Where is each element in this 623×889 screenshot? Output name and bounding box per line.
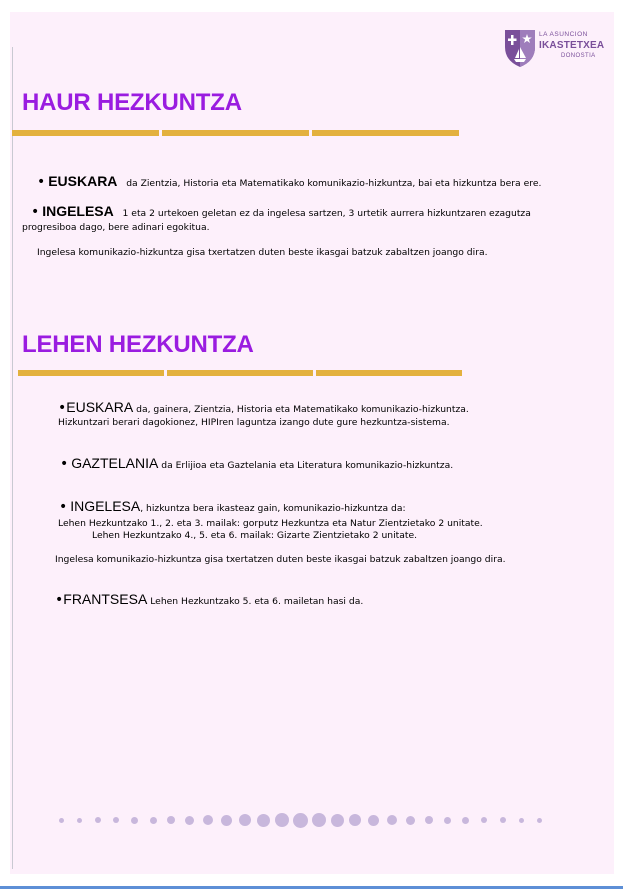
page-background xyxy=(10,12,614,874)
bullet-icon: • xyxy=(59,499,68,515)
decorative-dot xyxy=(406,816,415,825)
haur-euskara-text: da Zientzia, Historia eta Matematikako komunikazio-hizkuntza, bai eta hizkuntza bera ere. xyxy=(126,178,542,189)
shield-cross-star-sailboat-icon xyxy=(503,27,537,69)
haur-euskara-label: EUSKARA xyxy=(48,173,118,189)
logo-line-2: IKASTETXEA xyxy=(539,39,605,51)
decorative-dot xyxy=(462,817,469,824)
left-margin-rule xyxy=(12,47,13,869)
logo-line-3: DONOSTIA xyxy=(561,52,596,59)
decorative-dot xyxy=(537,818,542,823)
decorative-dot xyxy=(387,815,397,825)
lehen-gaztelania-item xyxy=(60,457,453,472)
decorative-dot xyxy=(239,814,251,826)
decorative-dot xyxy=(368,815,379,826)
lehen-ingelesa-label: INGELESA xyxy=(70,498,141,514)
decorative-dot xyxy=(203,815,213,825)
decorative-dot xyxy=(95,817,101,823)
haur-ingelesa-item xyxy=(31,205,531,220)
lehen-euskara-label: EUSKARA xyxy=(66,399,134,415)
decorative-dot xyxy=(519,818,524,823)
decorative-dot xyxy=(185,816,194,825)
bullet-icon: • xyxy=(55,592,64,608)
lehen-gaztelania-text: da Erlijioa eta Gaztelania eta Literatura komunikazio-hizkuntza. xyxy=(161,460,454,471)
haur-ingelesa-label: INGELESA xyxy=(42,203,114,219)
decorative-dot xyxy=(500,817,506,823)
lehen-frantsesa-item xyxy=(55,593,363,608)
decorative-dot xyxy=(167,816,175,824)
bullet-icon: • xyxy=(58,400,67,416)
decorative-dot xyxy=(131,817,138,824)
lehen-ingelesa-line2: Lehen Hezkuntzako 1., 2. eta 3. mailak: gorputz Hezkuntza eta Natur Zientzietako 2 unitate. xyxy=(58,518,483,529)
decorative-dot xyxy=(275,813,289,827)
bullet-icon: • xyxy=(37,174,46,190)
lehen-ingelesa-line3: Lehen Hezkuntzako 4., 5. eta 6. mailak: Gizarte Zientzietako 2 unitate. xyxy=(92,530,418,541)
school-logo xyxy=(503,27,603,71)
haur-euskara-item xyxy=(37,175,541,190)
lehen-euskara-item xyxy=(58,401,469,416)
decorative-dot xyxy=(312,813,326,827)
haur-ingelesa-line1: 1 eta 2 urtekoen geletan ez da ingelesa sartzen, 3 urtetik aurrera hizkuntzaren ezagutza xyxy=(122,208,531,219)
lehen-gaztelania-label: GAZTELANIA xyxy=(71,455,159,471)
lehen-frantsesa-label: FRANTSESA xyxy=(63,591,148,607)
decorative-dot xyxy=(59,818,64,823)
decorative-dot xyxy=(425,816,433,824)
lehen-frantsesa-text: Lehen Hezkuntzako 5. eta 6. mailetan hasi da. xyxy=(150,596,364,607)
decorative-dot xyxy=(150,817,157,824)
lehen-ingelesa-text: , hizkuntza bera ikasteaz gain, komunikazio-hizkuntza da: xyxy=(140,503,406,514)
bullet-icon: • xyxy=(60,456,69,472)
decorative-dot xyxy=(221,815,232,826)
section-divider-2 xyxy=(18,370,462,376)
section-title-lehen: LEHEN HEZKUNTZA xyxy=(22,331,254,358)
decorative-dot xyxy=(481,817,487,823)
logo-line-1: LA ASUNCION xyxy=(539,31,588,38)
lehen-euskara-text: da, gainera, Zientzia, Historia eta Matematikako komunikazio-hizkuntza. xyxy=(136,404,469,415)
bullet-icon: • xyxy=(31,204,40,220)
lehen-euskara-line2: Hizkuntzari berari dagokionez, HIPIren laguntza izango dute gure hezkuntza-sistema. xyxy=(58,417,450,428)
decorative-dot xyxy=(257,814,270,827)
decorative-dot xyxy=(444,817,451,824)
decorative-dot xyxy=(293,813,308,828)
haur-ingelesa-note: Ingelesa komunikazio-hizkuntza gisa txertatzen duten beste ikasgai batzuk zabaltzen joango dira. xyxy=(37,247,488,258)
section-divider-1 xyxy=(12,130,459,136)
lehen-ingelesa-item xyxy=(59,500,406,515)
lehen-ingelesa-note: Ingelesa komunikazio-hizkuntza gisa txertatzen duten beste ikasgai batzuk zabaltzen joango dira. xyxy=(55,554,506,565)
decorative-dot xyxy=(77,818,82,823)
decorative-dot-row xyxy=(58,810,538,830)
decorative-dot xyxy=(349,814,361,826)
decorative-dot xyxy=(331,814,344,827)
haur-ingelesa-line2: progresiboa dago, bere adinari egokitua. xyxy=(22,222,210,233)
section-title-haur: HAUR HEZKUNTZA xyxy=(22,89,242,116)
decorative-dot xyxy=(113,817,119,823)
